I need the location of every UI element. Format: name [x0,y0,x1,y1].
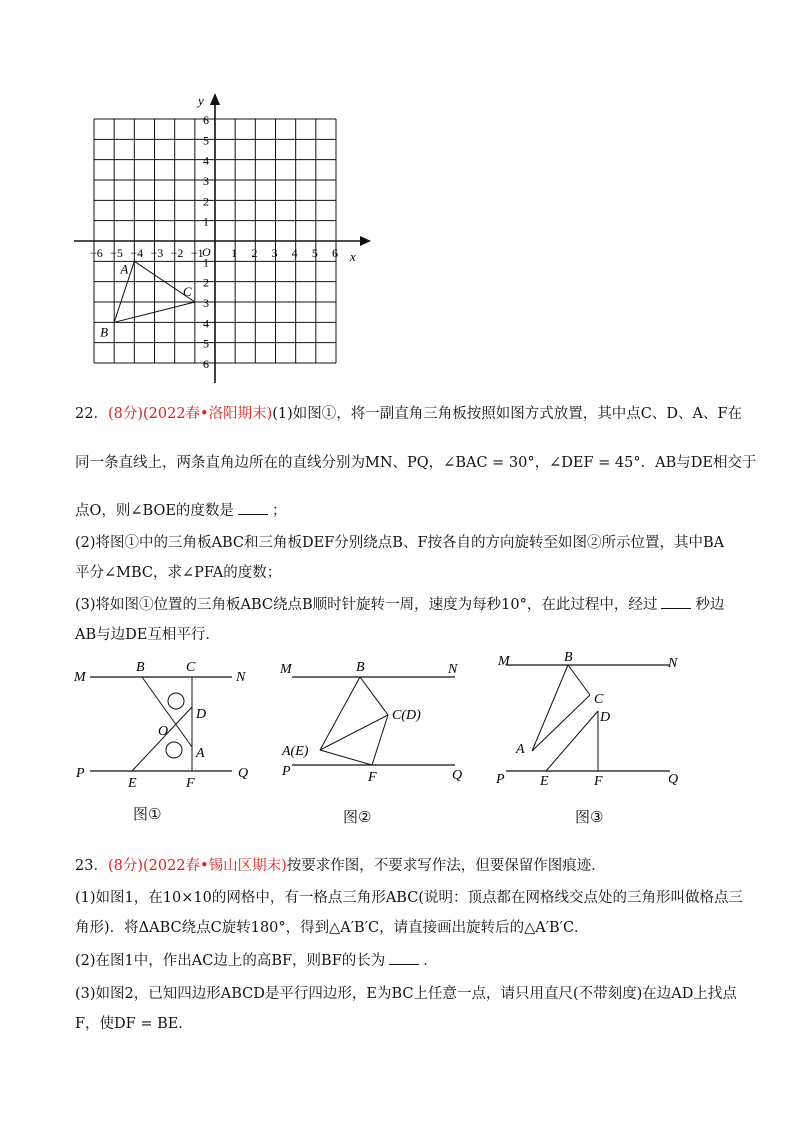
y-tick-label: 2 [203,194,209,209]
q23-number: 23． [75,858,108,874]
x-tick-label: 2 [251,246,258,260]
q22-source: (8分)(2022春•洛阳期末) [107,406,273,422]
q22-text-3a: 点O，则∠BOE的度数是 [75,503,234,519]
q23-source: (8分)(2022春•锡山区期末) [107,858,287,874]
x-axis-arrow [360,236,371,246]
svg-text:D: D [600,710,611,725]
coordinate-grid [60,85,380,385]
q22-line4: (2)将图①中的三角板ABC和三角板DEF分别绕点B、F按各自的方向旋转至如图②所示位置，其中BA [75,535,725,551]
svg-text:A: A [196,746,205,761]
y-tick-label: 1 [203,214,209,229]
figure-1 [70,655,270,795]
svg-text:P: P [496,772,505,787]
q22-line2: 同一条直线上，两条直角边所在的直线分别为MN、PQ，∠BAC = 30°，∠DEF = 45°．AB与DE相交于 [75,455,757,471]
svg-text:Q: Q [668,772,679,787]
answer-blank-1[interactable] [238,500,268,515]
point-label-a: A [120,261,129,277]
svg-text:F: F [594,774,603,789]
y-tick-label: 2 [203,275,209,290]
y-tick-label: 5 [203,336,209,351]
figure-3-caption: 图③ [575,808,604,826]
y-tick-label: 4 [203,153,209,168]
svg-text:P: P [282,764,291,779]
x-tick-label: 4 [291,246,298,260]
x-tick-label: −6 [90,246,103,260]
x-tick-label: −4 [130,246,144,260]
q23-text-4b: ． [423,953,438,969]
svg-text:N: N [448,662,458,677]
q22-line7: AB与边DE互相平行． [75,627,220,643]
x-tick-label: 3 [271,246,278,260]
q23-line6: F，使DF = BE． [75,1016,193,1032]
answer-blank-3[interactable] [389,950,419,965]
svg-text:Q: Q [238,766,249,781]
q22-text-6a: (3)将如图①位置的三角板ABC绕点B顺时针旋转一周，速度为每秒10°，在此过程中，经过 [75,597,658,613]
svg-text:N: N [236,670,246,685]
figure-3 [490,645,700,795]
svg-text:D: D [196,707,207,722]
svg-text:F: F [186,776,195,791]
svg-text:O: O [158,724,169,739]
q23-line5: (3)如图2，已知四边形ABCD是平行四边形，E为BC上任意一点，请只用直尺(不带刻度)在边AD上找点 [75,986,737,1002]
q23-line4 [75,950,438,972]
q22-text-3b: ； [271,503,287,519]
q23-line3: 角形)．将ΔABC绕点C旋转180°，得到△A′B′C，请直接画出旋转后的△A′B′C． [75,920,589,936]
svg-text:E: E [540,774,549,789]
q23-text-4a: (2)在图1中，作出AC边上的高BF，则BF的长为 [75,953,386,969]
x-tick-label: −5 [110,246,123,260]
y-tick-label: 6 [203,113,209,127]
y-tick-label: 6 [203,357,209,371]
x-tick-label: 1 [231,246,238,260]
q22-number: 22． [75,406,108,422]
q23-line1 [75,855,606,877]
svg-text:B: B [136,660,145,675]
y-tick-label: 5 [203,133,209,148]
svg-text:M: M [280,662,292,677]
svg-text:C: C [186,660,196,675]
svg-text:B: B [356,660,365,675]
svg-text:F: F [368,770,377,785]
svg-text:C: C [594,692,604,707]
origin-label: O [202,245,211,259]
y-axis-arrow [210,93,220,105]
q22-text-1: (1)如图①，将一副直角三角板按照如图方式放置，其中点C、D、A、F在 [272,406,743,422]
q22-line3 [75,500,286,522]
y-tick-label: 3 [203,174,209,188]
x-axis-label: x [350,249,356,264]
svg-text:N: N [668,656,678,671]
svg-text:A: A [516,742,525,757]
x-tick-label: −3 [150,246,164,260]
y-tick-label: 3 [203,296,209,310]
x-tick-label: 6 [332,246,338,260]
svg-text:P: P [76,766,85,781]
q22-line6 [75,594,724,616]
q22-line1 [75,403,742,425]
q23-line2: (1)如图1，在10×10的网格中，有一格点三角形ABC(说明：顶点都在网格线交点处的三角形叫做格点三 [75,890,743,906]
q22-line5: 平分∠MBC，求∠PFA的度数； [75,565,282,581]
q23-text-1: 按要求作图，不要求写作法，但要保留作图痕迹． [286,858,606,874]
x-tick-label: −1 [190,246,204,260]
point-label-c: C [182,284,192,299]
q22-text-6b: 秒边 [695,597,725,613]
svg-text:B: B [564,650,573,665]
y-tick-label: 4 [203,316,209,331]
x-tick-label: 5 [311,246,318,260]
y-axis-label: y [198,93,204,108]
svg-text:M: M [498,654,510,669]
svg-text:M: M [74,670,86,685]
point-label-b: B [100,324,109,340]
y-tick-label: 1 [203,255,209,270]
svg-text:C(D): C(D) [392,708,421,723]
answer-blank-2[interactable] [661,594,691,609]
figure-2 [280,655,480,795]
svg-text:Q: Q [452,768,463,783]
figure-2-caption: 图② [343,808,372,826]
svg-text:E: E [128,776,137,791]
x-tick-label: −2 [170,246,184,260]
svg-text:A(E): A(E) [282,744,309,759]
figure-1-caption: 图① [133,805,162,823]
